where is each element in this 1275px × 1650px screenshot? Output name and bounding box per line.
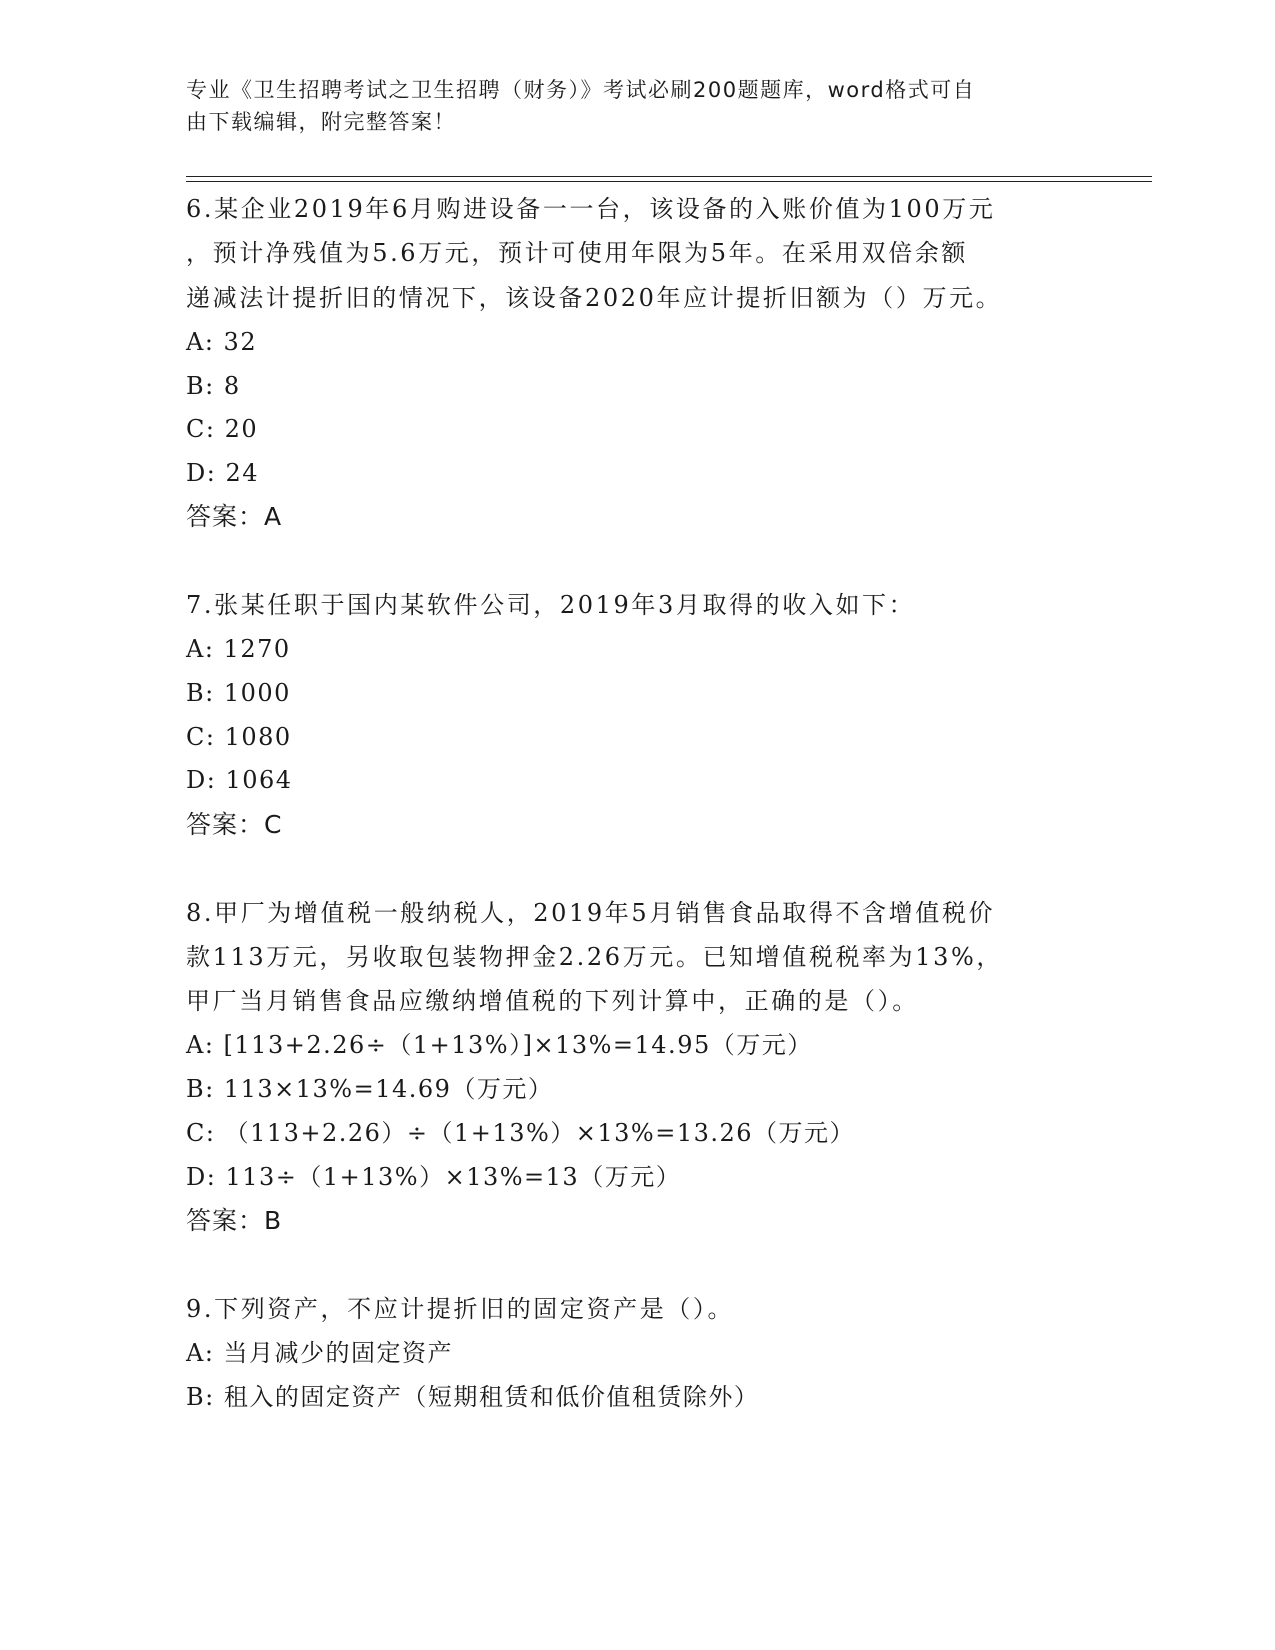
option-a: A: 1270	[186, 635, 291, 663]
answer-text: 答案：B	[186, 1206, 283, 1235]
option-b: B: 租入的固定资产（短期租赁和低价值租赁除外）	[186, 1383, 760, 1411]
question-text: 6.某企业2019年6月购进设备一一台，该设备的入账价值为100万元	[186, 195, 996, 223]
question-text: 款113万元，另收取包装物押金2.26万元。已知增值税税率为13%，	[186, 943, 1003, 971]
option-a: A: 当月减少的固定资产	[186, 1339, 454, 1367]
question-text: ，预计净残值为5.6万元，预计可使用年限为5年。在采用双倍余额	[186, 239, 969, 267]
document-header	[186, 74, 1066, 138]
option-c: C: 1080	[186, 723, 292, 751]
header-divider	[186, 181, 1152, 182]
question-text: 甲厂当月销售食品应缴纳增值税的下列计算中，正确的是（）。	[186, 987, 919, 1015]
option-a: A: 32	[186, 328, 258, 356]
option-b: B: 1000	[186, 679, 291, 707]
option-d: D: 113÷（1+13%）×13%=13（万元）	[186, 1163, 682, 1191]
option-b: B: 113×13%=14.69（万元）	[186, 1075, 554, 1103]
option-c: C: 20	[186, 415, 259, 443]
header-line: 专业《卫生招聘考试之卫生招聘（财务）》考试必刷200题题库，word格式可自	[186, 78, 976, 102]
option-b: B: 8	[186, 372, 241, 400]
answer-text: 答案：A	[186, 502, 283, 531]
answer-text: 答案：C	[186, 810, 283, 839]
option-c: C: （113+2.26）÷（1+13%）×13%=13.26（万元）	[186, 1119, 856, 1147]
question-text: 递减法计提折旧的情况下，该设备2020年应计提折旧额为（）万元。	[186, 284, 1003, 312]
header-divider	[186, 176, 1152, 177]
question-text: 7.张某任职于国内某软件公司，2019年3月取得的收入如下：	[186, 591, 916, 619]
option-d: D: 24	[186, 459, 259, 487]
header-line: 由下载编辑，附完整答案！	[186, 110, 456, 134]
option-d: D: 1064	[186, 766, 293, 794]
question-text: 8.甲厂为增值税一般纳税人，2019年5月销售食品取得不含增值税价	[186, 899, 996, 927]
option-a: A: [113+2.26÷（1+13%）]×13%=14.95（万元）	[186, 1031, 813, 1059]
question-text: 9.下列资产，不应计提折旧的固定资产是（）。	[186, 1295, 735, 1323]
